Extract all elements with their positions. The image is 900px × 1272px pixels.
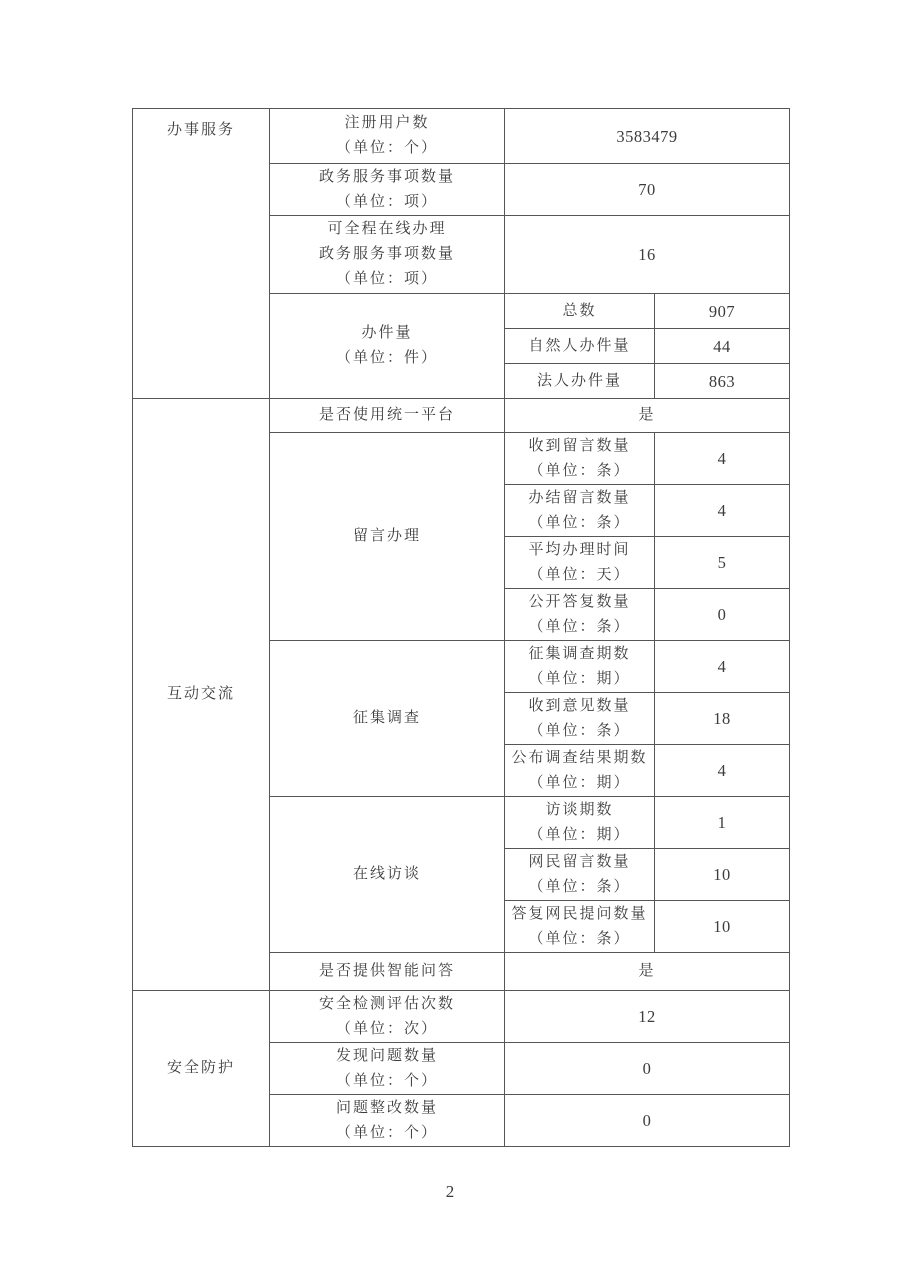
sub-value: 0 — [655, 589, 790, 641]
sub-label — [505, 364, 655, 399]
table-row — [133, 109, 790, 164]
sub-label-line: 平均办理时间 — [528, 541, 631, 558]
row-label-line: 注册用户数 — [344, 115, 430, 131]
sub-label — [505, 693, 655, 745]
row-value: 0 — [505, 1095, 790, 1147]
row-value: 70 — [505, 164, 790, 216]
sub-value: 4 — [655, 641, 790, 693]
group-label-banjianliang — [270, 294, 505, 399]
row-label-unit: （单位：项） — [335, 271, 438, 287]
sub-value: 1 — [655, 797, 790, 849]
row-label-unit: （单位：个） — [335, 140, 438, 156]
sub-label-unit: （单位：期） — [528, 826, 631, 843]
sub-label — [505, 745, 655, 797]
row-value: 12 — [505, 991, 790, 1043]
sub-label-unit: （单位：天） — [528, 566, 631, 583]
table-row — [133, 991, 790, 1043]
annual-report-table — [132, 108, 790, 1147]
sub-label-line: 法人办件量 — [536, 372, 622, 389]
sub-label — [505, 433, 655, 485]
row-label-line: 发现问题数量 — [335, 1047, 438, 1064]
row-label-line: 政务服务事项数量 — [318, 246, 455, 262]
row-label — [270, 164, 505, 216]
sub-label-line: 自然人办件量 — [528, 337, 631, 354]
row-label-unit: （单位：次） — [335, 1020, 438, 1037]
category-label: 安全防护 — [166, 1060, 235, 1076]
row-value: 是 — [505, 399, 790, 433]
category-label: 办事服务 — [166, 122, 235, 138]
sub-label-line: 答复网民提问数量 — [511, 905, 648, 922]
row-value: 是 — [505, 953, 790, 991]
sub-label-unit: （单位：条） — [528, 514, 631, 531]
sub-label — [505, 537, 655, 589]
sub-label — [505, 329, 655, 364]
row-label-unit: （单位：项） — [335, 193, 438, 210]
sub-label-line: 征集调查期数 — [528, 645, 631, 662]
row-label — [270, 991, 505, 1043]
row-label — [270, 399, 505, 433]
sub-label-line: 访谈期数 — [545, 801, 614, 818]
group-label-line: 征集调查 — [352, 710, 421, 726]
row-label-line: 政务服务事项数量 — [318, 168, 455, 185]
row-value: 16 — [505, 216, 790, 294]
page-number: 2 — [445, 1182, 455, 1201]
category-cell-service — [133, 109, 270, 399]
sub-label — [505, 485, 655, 537]
sub-label-unit: （单位：条） — [528, 618, 631, 635]
sub-value: 10 — [655, 901, 790, 953]
sub-label-line: 网民留言数量 — [528, 853, 631, 870]
row-label-line: 可全程在线办理 — [327, 221, 447, 237]
row-label-line: 安全检测评估次数 — [318, 995, 455, 1012]
statistics-table — [132, 108, 790, 1147]
group-label-liuyanbanli — [270, 433, 505, 641]
group-label-line: 在线访谈 — [352, 866, 421, 882]
row-label — [270, 109, 505, 164]
sub-value: 44 — [655, 329, 790, 364]
row-value: 0 — [505, 1043, 790, 1095]
sub-label-line: 总数 — [562, 302, 597, 319]
sub-label-line: 公开答复数量 — [528, 593, 631, 610]
row-label-line: 问题整改数量 — [335, 1099, 438, 1116]
sub-value: 10 — [655, 849, 790, 901]
sub-value: 863 — [655, 364, 790, 399]
category-cell-security — [133, 991, 270, 1147]
sub-label-line: 收到留言数量 — [528, 437, 631, 454]
row-label-line: 是否使用统一平台 — [318, 407, 455, 423]
category-cell-interaction — [133, 399, 270, 991]
row-label — [270, 216, 505, 294]
sub-label-unit: （单位：条） — [528, 722, 631, 739]
sub-label — [505, 797, 655, 849]
sub-label — [505, 849, 655, 901]
sub-label — [505, 901, 655, 953]
sub-value: 4 — [655, 485, 790, 537]
group-label-line: 留言办理 — [352, 528, 421, 544]
row-label-line: 是否提供智能问答 — [318, 963, 455, 979]
group-label-zhengjidiaocha — [270, 641, 505, 797]
sub-value: 4 — [655, 433, 790, 485]
sub-label-unit: （单位：条） — [528, 462, 631, 479]
row-label — [270, 1043, 505, 1095]
row-value: 3583479 — [505, 109, 790, 164]
sub-label — [505, 294, 655, 329]
category-label: 互动交流 — [166, 686, 235, 702]
sub-label — [505, 589, 655, 641]
row-label — [270, 1095, 505, 1147]
sub-label-line: 收到意见数量 — [528, 697, 631, 714]
group-label-unit: （单位：件） — [335, 350, 438, 366]
row-label-unit: （单位：个） — [335, 1124, 438, 1141]
group-label-line: 办件量 — [361, 325, 413, 341]
sub-label-unit: （单位：条） — [528, 878, 631, 895]
sub-label-unit: （单位：期） — [528, 670, 631, 687]
sub-value: 18 — [655, 693, 790, 745]
sub-value: 4 — [655, 745, 790, 797]
sub-value: 907 — [655, 294, 790, 329]
sub-label-line: 公布调查结果期数 — [511, 749, 648, 766]
row-label-unit: （单位：个） — [335, 1072, 438, 1089]
sub-label-line: 办结留言数量 — [528, 489, 631, 506]
sub-value: 5 — [655, 537, 790, 589]
sub-label — [505, 641, 655, 693]
table-row — [133, 399, 790, 433]
row-label — [270, 953, 505, 991]
sub-label-unit: （单位：期） — [528, 774, 631, 791]
sub-label-unit: （单位：条） — [528, 930, 631, 947]
group-label-zaixianfangtan — [270, 797, 505, 953]
